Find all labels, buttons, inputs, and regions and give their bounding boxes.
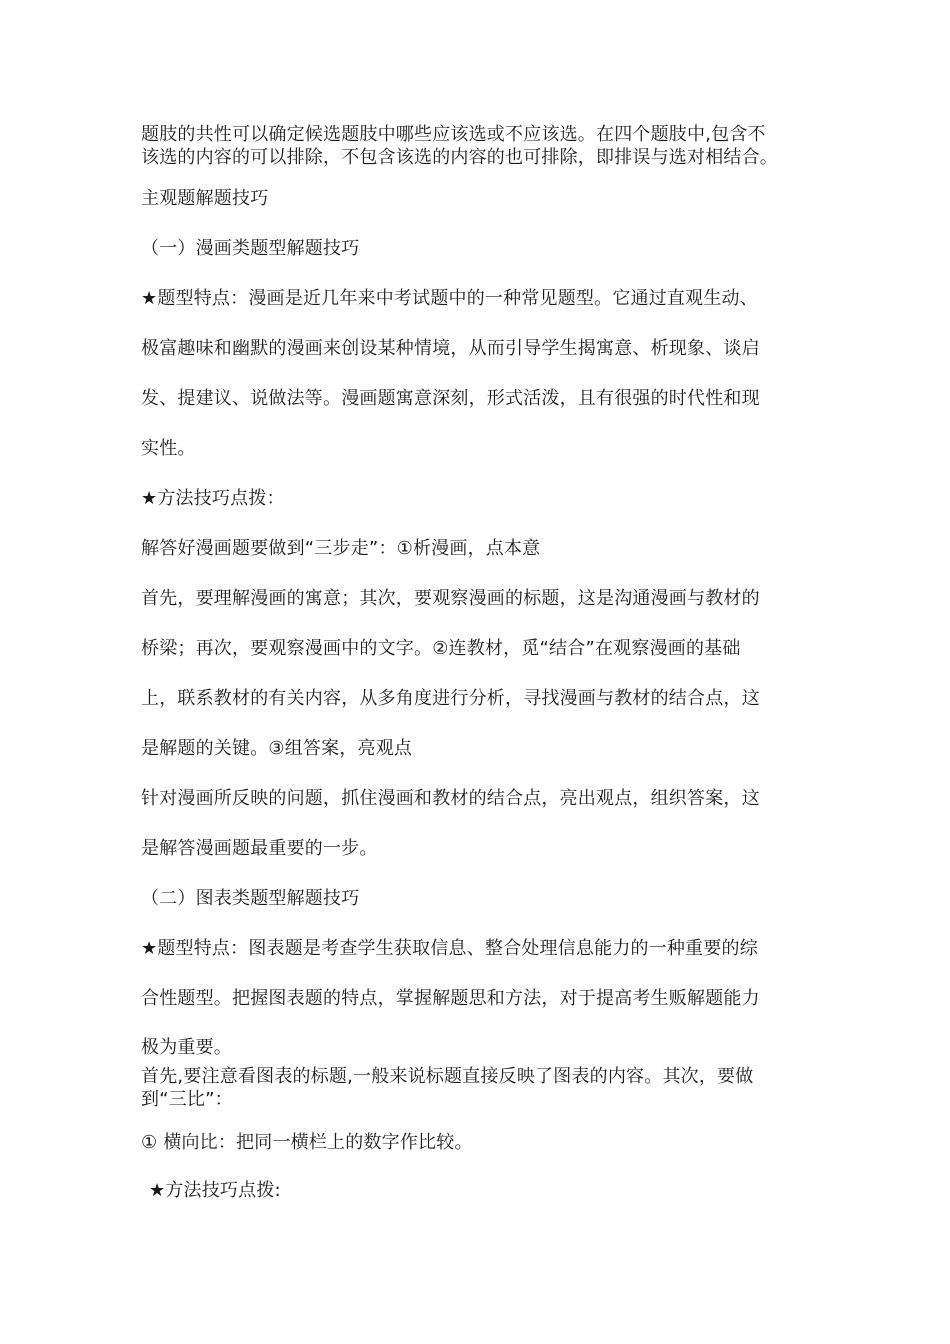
- paragraph-line: 解答好漫画题要做到“三步走”：①析漫画，点本意: [141, 538, 541, 559]
- paragraph-line: 是解答漫画题最重要的一步。: [141, 838, 378, 859]
- section-heading: 主观题解题技巧: [141, 188, 269, 209]
- paragraph-line: 针对漫画所反映的问题，抓住漫画和教材的结合点，亮出观点，组织答案，这: [141, 788, 760, 809]
- paragraph-line: 发、提建议、说做法等。漫画题寓意深刻，形式活泼，且有很强的时代性和现: [141, 388, 760, 409]
- paragraph-line: 上，联系教材的有关内容，从多角度进行分析，寻找漫画与教材的结合点，这: [141, 688, 760, 709]
- paragraph-line: 实性。: [141, 438, 196, 459]
- paragraph-line: ★方法技巧点拨：: [141, 488, 285, 509]
- paragraph-line: ★题型特点：漫画是近几年来中考试题中的一种常见题型。它通过直观生动、: [141, 288, 758, 309]
- list-item: ① 横向比：把同一横栏上的数字作比较。: [141, 1132, 473, 1153]
- paragraph-line: 桥梁；再次，要观察漫画中的文字。②连教材，觅“结合”在观察漫画的基础: [141, 638, 741, 659]
- paragraph-line: 极富趣味和幽默的漫画来创设某种情境，从而引导学生揭寓意、析现象、谈启: [141, 338, 760, 359]
- paragraph-line: 极为重要。: [141, 1037, 232, 1058]
- paragraph-line: 合性题型。把握图表题的特点，掌握解题思和方法，对于提高考生贩解题能力: [141, 988, 760, 1009]
- paragraph-line: ★方法技巧点拨:: [149, 1180, 281, 1201]
- paragraph-line: 题肢的共性可以确定候选题肢中哪些应该选或不应该选。在四个题肢中,包含不: [141, 124, 766, 145]
- paragraph-line: 到“三比”：: [141, 1089, 233, 1110]
- paragraph-line: 首先,要注意看图表的标题,一般来说标题直接反映了图表的内容。其次，要做: [141, 1066, 754, 1087]
- paragraph-line: ★题型特点：图表题是考查学生获取信息、整合处理信息能力的一种重要的综: [141, 938, 758, 959]
- paragraph-line: 是解题的关键。③组答案，亮观点: [141, 738, 413, 759]
- paragraph-line: 首先，要理解漫画的寓意；其次，要观察漫画的标题，这是沟通漫画与教材的: [141, 588, 760, 609]
- paragraph-line: 该选的内容的可以排除，不包含该选的内容的也可排除，即排误与选对相结合。: [141, 147, 778, 168]
- subsection-heading: （一）漫画类题型解题技巧: [141, 238, 360, 259]
- subsection-heading: （二）图表类题型解题技巧: [141, 888, 360, 909]
